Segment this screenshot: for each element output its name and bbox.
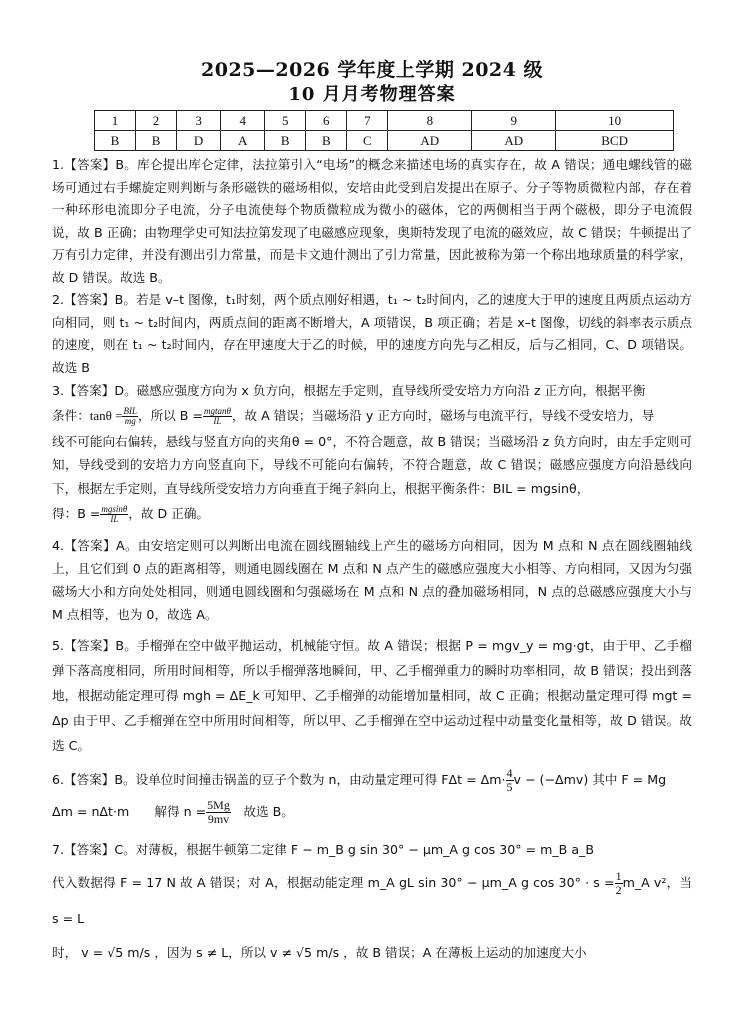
fraction-numerator: 4 [506, 765, 513, 780]
fraction-denominator: IL [110, 513, 119, 524]
q3-condition-label: 条件： [52, 408, 90, 424]
answer-cell: D [177, 131, 221, 151]
q6-line-1-tail: v − (−Δmv) 其中 F = Mg [513, 771, 667, 787]
q7-line-2 [52, 865, 692, 937]
fraction-numerator: 1 [615, 868, 622, 883]
question-number-cell: 5 [265, 111, 306, 131]
q3-so-b-text: ，所以 B = [137, 408, 203, 424]
q3-line-1: 3.【答案】D。磁感应强度方向为 x 负方向，根据左手定则，直导线所受安培力方向沿 z 正方向，根据平衡 [52, 383, 646, 398]
q3-line-4 [52, 500, 692, 528]
fraction-numerator: 5Mg [207, 797, 230, 812]
q2-explanation: 2.【答案】B。若是 v–t 图像，t₁时刻，两个质点刚好相遇，t₁ ~ t₂时间内，乙的速度大于甲的速度且两质点运动方向相同，则 t₁ ~ t₂时间内，两质点间的距离不断增大，A 项错误，B 项正确；若是 x–t 图像，切线的斜率表示质点的速度，则在 t₁ ~ t₂时间内，存在甲速度大于乙的时候，甲的速度方向先与乙相反，后与乙相同，C、D 项错误。故选 B [52, 292, 692, 375]
q6-line-1 [52, 765, 692, 795]
answer-cell: B [95, 131, 136, 151]
fraction-numerator: mgtanθ [203, 406, 231, 417]
answer-table [94, 110, 674, 151]
q6-line-2-head: Δm = nΔt·m 解得 n = [52, 803, 207, 819]
question-number-cell: 10 [556, 111, 674, 131]
answer-cell: B [306, 131, 347, 151]
q3-line-3: 线不可能向右偏转，悬线与竖直方向的夹角θ = 0°，不符合题意，故 B 错误；当磁场沿 z 负方向时，由左手定则可知，导线受到的安培力方向竖直向下，导线不可能向右偏转，不符合题意，故 C 错误；磁感应强度方向沿悬线向下，根据左手定则，直导线所受安培力方向垂直于绳子斜向上，根据平衡条件：BIL = mgsinθ， [52, 434, 692, 496]
q7-line-1: 7.【答案】C。对薄板，根据牛顿第二定律 F − m_B g sin 30° − μm_A g cos 30° = m_B a_B [52, 841, 594, 857]
q7-explanation [52, 835, 692, 969]
question-number-cell: 7 [347, 111, 388, 131]
fraction-denominator: IL [213, 416, 222, 427]
q3-get-b-text: 得：B = [52, 505, 101, 521]
answer-cell: C [347, 131, 388, 151]
question-number-cell: 3 [177, 111, 221, 131]
question-number-cell: 2 [136, 111, 177, 131]
fraction-denominator: 9mv [207, 811, 230, 826]
q5-explanation: 5.【答案】B。手榴弹在空中做平抛运动，机械能守恒。故 A 错误；根据 P = mgv_y = mg·gt，由于甲、乙手榴弹下落高度相同，所用时间相等，所以手榴弹落地瞬间，甲、乙手榴弹重力的瞬时功率相同，故 B 错误；投出到落地，根据动能定理可得 mgh = ΔE_k 可知甲、乙手榴弹的动能增加量相同，故 C 正确；根据动量定理可得 mgt = Δp 由于甲、乙手榴弹在空中所用时间相等，所以甲、乙手榴弹在空中运动过程中动量变化量相等，故 D 错误。故选 C。 [52, 637, 692, 754]
q3-line-4-tail: ，故 D 正确。 [128, 505, 210, 521]
answer-page [52, 58, 692, 969]
q6-fraction-4-5 [506, 767, 514, 794]
answer-cell: BCD [556, 131, 674, 151]
fraction-numerator: BIL [123, 406, 137, 417]
q1-explanation: 1.【答案】B。库仑提出库仑定律，法拉第引入“电场”的概念来描述电场的真实存在，故 A 错误；通电螺线管的磁场可通过右手螺旋定则判断与条形磁铁的磁场相似，安培由此受到启发提出在原子、分子等物质微粒内部，存在着一种环形电流即分子电流，分子电流使每个物质微粒成为微小的磁体，它的两侧相当于两个磁极，即分子电流假说，故 B 正确；由物理学史可知法拉第发现了电磁感应现象，奥斯特发现了电流的磁效应，故 C 错误；牛顿提出了万有引力定律，并没有测出引力常量，而是卡文迪什测出了引力常量，因此被称为第一个称出地球质量的科学家，故 D 错误。故选 B。 [52, 157, 692, 285]
fraction-denominator: 5 [506, 779, 513, 794]
q7-fraction-one-half [615, 870, 623, 897]
question-number-cell: 8 [388, 111, 472, 131]
q6-fraction-5mg-9mv [206, 799, 231, 826]
q3-fraction-mgtan-il [203, 407, 232, 426]
question-number-cell: 1 [95, 111, 136, 131]
question-number-cell: 6 [306, 111, 347, 131]
q6-line-2-tail: 故选 B。 [230, 803, 294, 819]
answer-cell: AD [388, 131, 472, 151]
answer-cell: B [265, 131, 306, 151]
answer-cell: B [136, 131, 177, 151]
q7-line-2-tail: m_A v²，当 s = L [52, 874, 692, 926]
fraction-denominator: 2 [615, 882, 622, 897]
question-number-cell: 4 [221, 111, 265, 131]
q7-line-3: 时， v = √5 m/s ，因为 s ≠ L，所以 v ≠ √5 m/s ，故 B 错误；A 在薄板上运动的加速度大小 [52, 944, 587, 960]
question-number-cell: 9 [472, 111, 556, 131]
q3-fraction-bil-mg [122, 407, 138, 426]
fraction-numerator: mgsinθ [101, 503, 128, 514]
title-line-1: 2025—2026 学年度上学期 2024 级 [201, 59, 543, 81]
q6-line-2 [52, 795, 692, 829]
title-line-2: 10 月月考物理答案 [288, 84, 456, 105]
q6-explanation [52, 765, 692, 829]
answer-cell: AD [472, 131, 556, 151]
answer-table-answer-row [95, 131, 674, 151]
q4-explanation: 4.【答案】A。由安培定则可以判断出电流在圆线圈轴线上产生的磁场方向相同，因为 M 点和 N 点在圆线圈轴线上，且它们到 0 点的距离相等，则通电圆线圈在 M 点和 N 点产生的磁感应强度大小相等、方向相同，又因为匀强磁场大小和方向处处相同，则通电圆线圈和匀强磁场在 M 点和 N 点的叠加磁场相同，N 点的总磁感应强度大小与 M 点相等，也为 0，故选 A。 [52, 537, 692, 623]
q3-explanation [52, 379, 692, 528]
fraction-denominator: mg [124, 416, 136, 427]
q3-line-2-tail: ，故 A 错误；当磁场沿 y 正方向时，磁场与电流平行，导线不受安培力，导 [231, 408, 655, 424]
answer-table-number-row [95, 111, 674, 131]
q3-line-2 [52, 402, 692, 430]
q3-tan-expr: tanθ = [89, 408, 123, 424]
q3-fraction-mgsin-il [100, 505, 128, 524]
answer-cell: A [221, 131, 265, 151]
q7-line-2-head: 代入数据得 F = 17 N 故 A 错误；对 A，根据动能定理 m_A gL sin 30° − μm_A g cos 30° · s = [52, 874, 615, 890]
q6-line-1-head: 6.【答案】B。设单位时间撞击锅盖的豆子个数为 n，由动量定理可得 FΔt = Δm· [52, 771, 506, 787]
